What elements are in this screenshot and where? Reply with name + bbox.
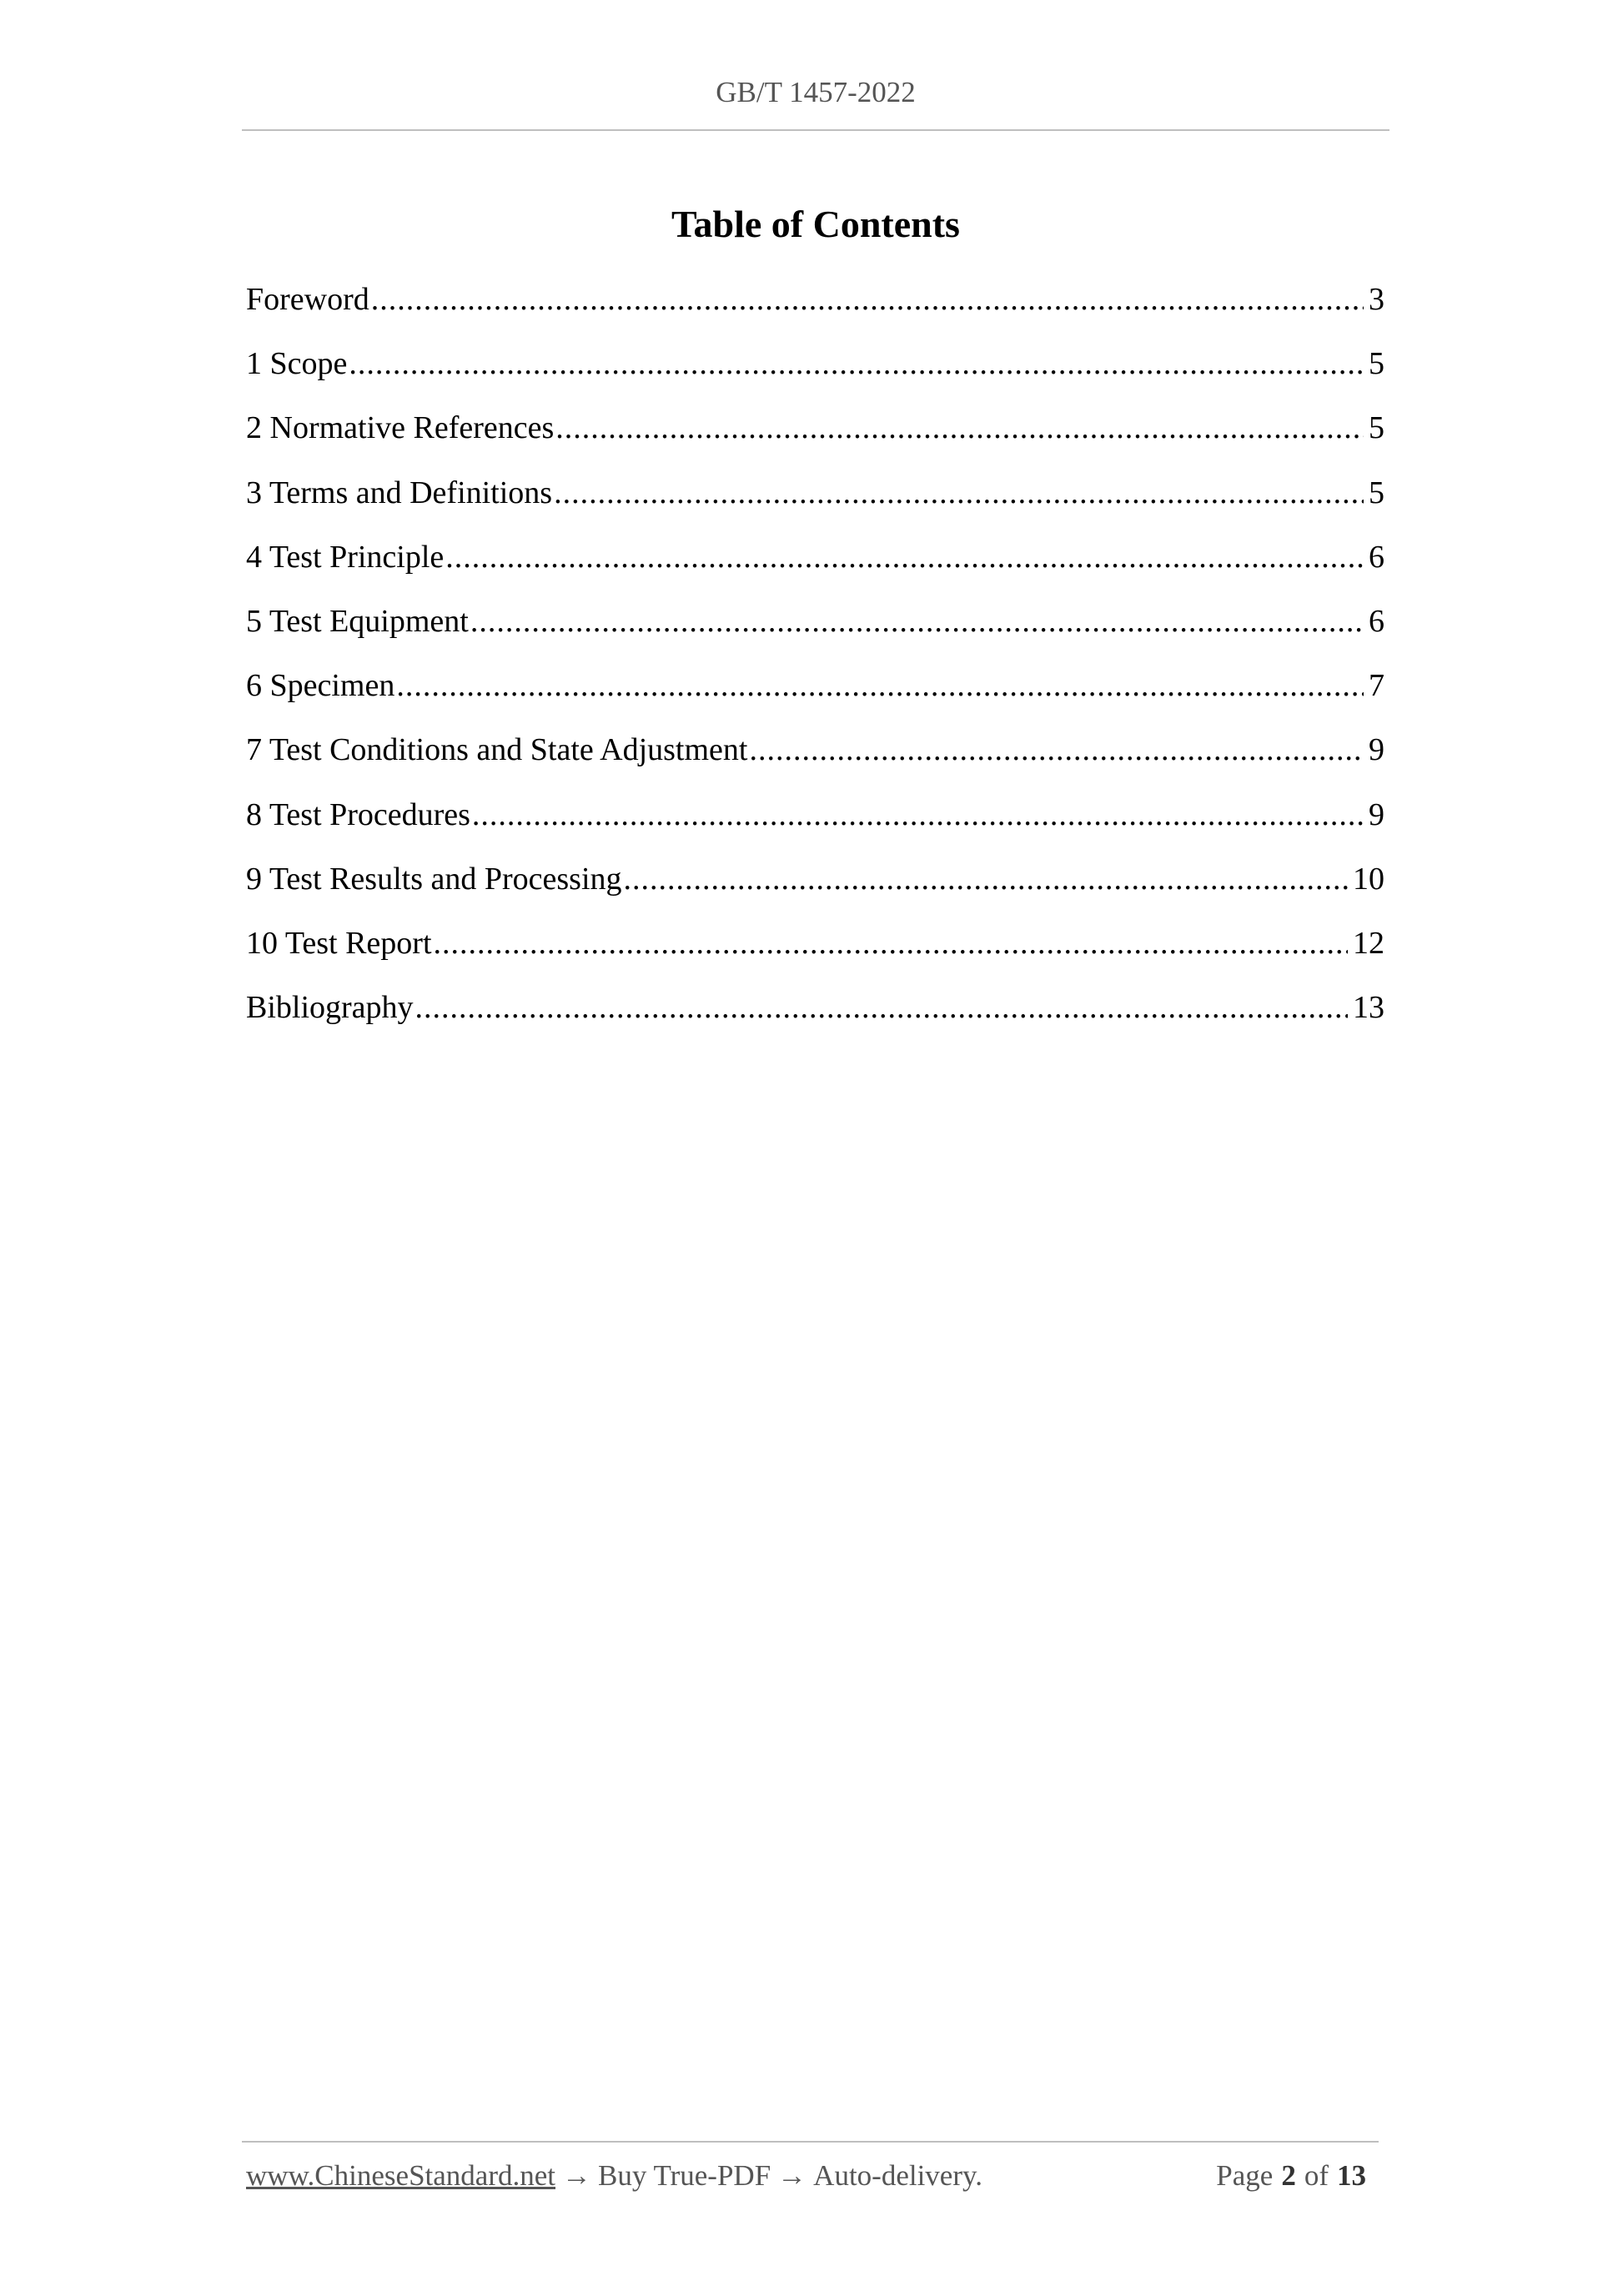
dot-leader <box>624 855 1348 903</box>
toc-entry-test-equipment[interactable] <box>246 597 1384 661</box>
delivery-text: Auto-delivery. <box>813 2159 982 2192</box>
header-divider <box>242 129 1389 131</box>
toc-entry-label: 1 Scope <box>246 346 348 382</box>
toc-entry-bibliography[interactable] <box>246 983 1384 1048</box>
running-header: GB/T 1457-2022 <box>716 76 916 108</box>
of-word: of <box>1304 2159 1329 2192</box>
toc-entry-page: 12 <box>1353 925 1384 961</box>
toc-entry-test-conditions[interactable] <box>246 726 1384 790</box>
dot-leader <box>472 791 1364 839</box>
footer-promo <box>246 2155 982 2197</box>
toc-entry-specimen[interactable] <box>246 661 1384 726</box>
toc-entry-test-report[interactable] <box>246 919 1384 983</box>
dot-leader <box>371 275 1364 324</box>
toc-entry-page: 5 <box>1369 410 1384 446</box>
dot-leader <box>445 533 1364 581</box>
toc-entry-label: 5 Test Equipment <box>246 603 469 639</box>
toc-entry-page: 3 <box>1369 282 1384 317</box>
arrow-right-icon: → <box>562 2159 591 2192</box>
dot-leader <box>415 983 1348 1032</box>
toc-entry-label: 10 Test Report <box>246 925 432 961</box>
toc-entry-scope[interactable] <box>246 339 1384 404</box>
page-word: Page <box>1216 2159 1274 2192</box>
toc-entry-terms-and-definitions[interactable] <box>246 469 1384 533</box>
toc-entry-label: 2 Normative References <box>246 410 555 446</box>
dot-leader <box>555 404 1364 452</box>
toc-entry-foreword[interactable] <box>246 275 1384 339</box>
toc-entry-page: 9 <box>1369 796 1384 832</box>
toc-entry-label: 6 Specimen <box>246 668 395 704</box>
toc-entry-page: 10 <box>1353 861 1384 897</box>
dot-leader <box>349 339 1364 388</box>
toc-entry-test-results[interactable] <box>246 855 1384 919</box>
total-pages: 13 <box>1337 2159 1366 2192</box>
toc-entry-normative-references[interactable] <box>246 404 1384 468</box>
toc-entry-label: 8 Test Procedures <box>246 796 470 832</box>
dot-leader <box>470 597 1364 646</box>
site-link[interactable]: www.ChineseStandard.net <box>246 2159 555 2192</box>
toc-entry-label: 3 Terms and Definitions <box>246 475 553 510</box>
toc-entry-page: 5 <box>1369 475 1384 510</box>
toc-entry-page: 5 <box>1369 346 1384 382</box>
toc-entry-test-procedures[interactable] <box>246 791 1384 855</box>
toc-entry-label: Foreword <box>246 282 369 317</box>
toc-title: Table of Contents <box>671 203 960 245</box>
toc-entry-label: 4 Test Principle <box>246 539 445 575</box>
toc-entry-test-principle[interactable] <box>246 533 1384 597</box>
dot-leader <box>749 726 1364 774</box>
dot-leader <box>554 469 1364 517</box>
toc-entry-label: 7 Test Conditions and State Adjustment <box>246 732 748 768</box>
footer-divider <box>242 2141 1379 2143</box>
dot-leader <box>396 661 1364 710</box>
toc-entry-page: 6 <box>1369 539 1384 575</box>
current-page: 2 <box>1281 2159 1296 2192</box>
toc-entry-label: 9 Test Results and Processing <box>246 861 622 897</box>
table-of-contents <box>246 275 1384 1048</box>
page-number <box>1216 2155 1374 2197</box>
arrow-right-icon: → <box>777 2159 807 2192</box>
toc-entry-page: 9 <box>1369 732 1384 768</box>
dot-leader <box>434 919 1348 967</box>
toc-entry-page: 7 <box>1369 668 1384 704</box>
toc-entry-page: 6 <box>1369 603 1384 639</box>
buy-pdf-text: Buy True-PDF <box>598 2159 771 2192</box>
toc-entry-label: Bibliography <box>246 990 414 1026</box>
toc-entry-page: 13 <box>1353 990 1384 1026</box>
